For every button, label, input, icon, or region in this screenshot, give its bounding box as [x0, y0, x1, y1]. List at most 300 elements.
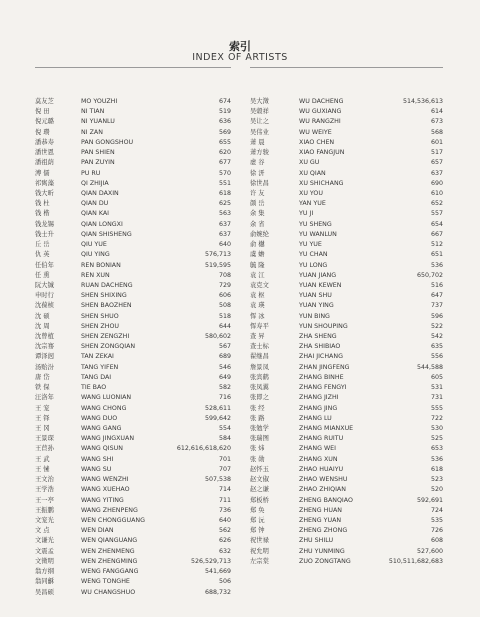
artist-name-english: SHEN ZHOU: [81, 322, 120, 330]
artist-name-english: YU CHAN: [299, 251, 328, 259]
index-entry: [35, 179, 231, 189]
page-reference: 726: [430, 527, 443, 535]
artist-name-english: QIAN LONGXI: [81, 220, 123, 228]
index-entry: [250, 209, 443, 219]
index-entry: [250, 465, 443, 475]
index-entry: [250, 444, 443, 454]
artist-name-chinese: 王 宠: [35, 404, 50, 412]
index-entry: [250, 363, 443, 373]
page-reference: 527,600: [416, 547, 443, 555]
artist-name-english: WU RANGZHI: [299, 118, 341, 126]
artist-name-chinese: 赵文俶: [250, 476, 269, 484]
artist-name-chinese: 阮大铖: [35, 281, 54, 289]
page-reference: 618: [430, 465, 443, 473]
artist-name-english: ZUO ZONGTANG: [299, 557, 351, 565]
page-reference: 608: [430, 537, 443, 545]
artist-name-english: YU WANLUN: [299, 230, 337, 238]
artist-name-chinese: 张瑞图: [250, 435, 269, 443]
index-entry: [250, 526, 443, 536]
artist-name-english: TANG DAI: [81, 373, 112, 381]
artist-name-english: YU LONG: [299, 261, 328, 269]
index-entry: [35, 189, 231, 199]
artist-name-chinese: 郑板桥: [250, 496, 269, 504]
page-reference: 556: [430, 353, 443, 361]
artist-name-english: NI ZAN: [81, 128, 103, 136]
index-entry: [35, 281, 231, 291]
artist-name-chinese: 莫友芝: [35, 98, 54, 105]
index-entry: [35, 526, 231, 536]
artist-name-chinese: 祝允明: [250, 547, 269, 555]
page-reference: 519: [218, 108, 231, 116]
artist-name-chinese: 谭泽闿: [35, 353, 54, 361]
index-entry: [250, 424, 443, 434]
artist-name-chinese: 王一亭: [35, 496, 54, 504]
page-reference: 737: [430, 302, 443, 310]
index-entry: [35, 291, 231, 301]
artist-name-english: WEN CHONGGUANG: [81, 516, 145, 524]
artist-name-chinese: 钱 杜: [35, 200, 50, 208]
page-reference: 551: [218, 179, 231, 187]
page-reference: 536: [430, 261, 443, 269]
artist-name-chinese: 王 武: [35, 455, 50, 463]
page-reference: 535: [430, 516, 443, 524]
page-reference: 530: [430, 425, 443, 432]
artist-name-english: SHEN BAOZHEN: [81, 302, 132, 310]
page-reference: 637: [218, 230, 231, 238]
index-entry: [250, 148, 443, 158]
page-reference: 637: [430, 169, 443, 177]
artist-name-english: ZHANG WEI: [299, 445, 337, 453]
page-reference: 729: [218, 281, 231, 289]
artist-name-english: XU YOU: [299, 189, 323, 197]
artist-name-english: ZHANG JING: [299, 404, 338, 412]
index-entry: [35, 475, 231, 485]
artist-name-chinese: 唐 岱: [35, 373, 50, 381]
index-entry: [250, 322, 443, 332]
artist-name-chinese: 吴昌硕: [35, 588, 54, 596]
artist-name-chinese: 文谦光: [35, 537, 54, 545]
artist-name-chinese: 萧方骏: [250, 149, 269, 157]
index-entry: [35, 424, 231, 434]
artist-name-chinese: 郑 沅: [250, 516, 265, 524]
page-reference: 690: [430, 179, 443, 187]
index-entry: [35, 567, 231, 577]
index-entry: [250, 271, 443, 281]
artist-name-chinese: 祁寯藻: [35, 179, 54, 187]
artist-name-english: REN BONIAN: [81, 261, 121, 269]
artist-name-english: WEN ZHENGMING: [81, 557, 138, 565]
artist-name-chinese: 赵之谦: [250, 486, 269, 494]
index-entry: [250, 291, 443, 301]
page-reference: 612,616,618,620: [176, 445, 231, 453]
index-entry: [250, 516, 443, 526]
artist-name-english: ZHANG BINHE: [299, 373, 344, 381]
page-reference: 567: [218, 343, 231, 351]
artist-name-chinese: 王振鹏: [35, 506, 54, 514]
index-entry: [250, 557, 443, 567]
artist-name-chinese: 吴让之: [250, 118, 269, 126]
artist-name-chinese: 王文治: [35, 476, 54, 484]
index-entry: [250, 352, 443, 362]
artist-name-english: PU RU: [81, 169, 101, 177]
page-reference: 626: [218, 537, 231, 545]
index-entry: [35, 301, 231, 311]
artist-name-chinese: 汤贻汾: [35, 363, 54, 371]
index-entry: [250, 250, 443, 260]
page-reference: 655: [218, 138, 231, 146]
page-reference: 506: [218, 578, 231, 586]
page-reference: 517: [430, 149, 443, 157]
artist-name-chinese: 祝世禄: [250, 537, 269, 545]
index-entry: [250, 485, 443, 495]
index-entry: [35, 373, 231, 383]
page-reference: 518: [218, 312, 231, 320]
index-entry: [250, 220, 443, 230]
index-entry: [250, 138, 443, 148]
page-reference: 510,511,682,683: [388, 557, 443, 565]
artist-name-chinese: 张 经: [250, 404, 265, 412]
artist-name-chinese: 袁 枢: [250, 292, 265, 300]
artist-name-chinese: 文震孟: [35, 547, 54, 555]
page-reference: 525: [430, 435, 443, 443]
artist-name-chinese: 虚 谷: [250, 159, 265, 167]
index-entry: [35, 455, 231, 465]
index-entry: [250, 373, 443, 383]
artist-name-chinese: 倪 田: [35, 108, 50, 116]
page-reference: 632: [218, 547, 231, 555]
artist-name-english: WEN DIAN: [81, 527, 114, 535]
page-reference: 677: [218, 159, 231, 167]
page-reference: 653: [430, 445, 443, 453]
index-entry: [35, 322, 231, 332]
page-reference: 650,702: [416, 271, 443, 279]
index-entry: [250, 434, 443, 444]
page-reference: 654: [430, 220, 443, 228]
artist-name-english: WU WEIYE: [299, 128, 332, 136]
index-column-right: [250, 97, 443, 567]
artist-name-english: PAN ZUYIN: [81, 159, 115, 167]
index-entry: [250, 107, 443, 117]
page-reference: 582: [218, 384, 231, 392]
artist-name-english: WENG FANGGANG: [81, 568, 139, 576]
artist-name-english: WEN QIANGUANG: [81, 537, 138, 545]
index-entry: [35, 342, 231, 352]
artist-name-english: YUN BING: [299, 312, 330, 320]
artist-name-chinese: 余 集: [250, 210, 265, 218]
index-entry: [35, 536, 231, 546]
page-reference: 674: [218, 98, 231, 105]
artist-name-english: QIAN DAXIN: [81, 189, 119, 197]
artist-name-chinese: 潘祖荫: [35, 159, 54, 167]
index-entry: [35, 588, 231, 598]
artist-name-english: YUAN JIANG: [299, 271, 337, 279]
index-entry: [35, 220, 231, 230]
artist-name-english: WANG QISUN: [81, 445, 123, 453]
index-entry: [35, 506, 231, 516]
page-reference: 584: [218, 435, 231, 443]
index-entry: [35, 496, 231, 506]
artist-name-chinese: 张 路: [250, 414, 265, 422]
page-reference: 570: [218, 169, 231, 177]
index-entry: [35, 128, 231, 138]
artist-name-english: XU GU: [299, 159, 320, 167]
artist-name-english: WANG XUEHAO: [81, 486, 130, 494]
index-entry: [35, 250, 231, 260]
artist-name-english: PAN SHIEN: [81, 149, 115, 157]
page-reference: 516: [430, 281, 443, 289]
index-entry: [35, 352, 231, 362]
index-column-left: [35, 97, 231, 598]
artist-name-english: ZHANG FENGYI: [299, 384, 347, 392]
artist-name-chinese: 袁 瑛: [250, 302, 265, 310]
artist-name-chinese: 张 勋: [250, 455, 265, 463]
page-reference: 736: [218, 506, 231, 514]
page-reference: 519,595: [204, 261, 231, 269]
artist-name-english: YUAN KEWEN: [299, 281, 342, 289]
page-reference: 724: [430, 506, 443, 514]
artist-name-chinese: 铁 保: [35, 384, 50, 392]
artist-name-english: YU SHENG: [299, 220, 332, 228]
artist-name-chinese: 翁方纲: [35, 568, 54, 576]
page-reference: 520: [430, 486, 443, 494]
artist-name-english: ZHANG XUN: [299, 455, 338, 463]
artist-name-english: YU YUE: [299, 241, 322, 249]
artist-name-english: WEN ZHENMENG: [81, 547, 135, 555]
index-entry: [35, 414, 231, 424]
artist-name-chinese: 俞 樾: [250, 241, 265, 249]
page-reference: 701: [218, 455, 231, 463]
artist-name-english: TAN ZEKAI: [81, 353, 114, 361]
artist-name-chinese: 文 点: [35, 527, 50, 535]
page-reference: 536: [430, 455, 443, 463]
index-entry: [250, 281, 443, 291]
artist-name-english: ZHAO WENSHU: [299, 476, 348, 484]
index-entry: [250, 496, 443, 506]
index-entry: [35, 117, 231, 127]
artist-name-english: REN XUN: [81, 271, 110, 279]
artist-name-chinese: 余 省: [250, 220, 265, 228]
artist-name-english: QI ZHIJIA: [81, 179, 109, 187]
artist-name-english: SHEN SHIXING: [81, 292, 127, 300]
page-reference: 569: [218, 128, 231, 136]
index-entry: [35, 148, 231, 158]
artist-name-english: XIAO CHEN: [299, 138, 335, 146]
page-reference: 606: [218, 292, 231, 300]
artist-name-chinese: 赵怀玉: [250, 465, 269, 473]
page-reference: 657: [430, 159, 443, 167]
artist-name-english: WU GUXIANG: [299, 108, 342, 116]
page-reference: 731: [430, 394, 443, 402]
artist-name-chinese: 沈宗骞: [35, 343, 54, 351]
artist-name-english: ZHA SHIBIAO: [299, 343, 341, 351]
artist-name-chinese: 萧 晨: [250, 138, 265, 146]
artist-name-chinese: 查 昇: [250, 333, 265, 341]
artist-name-chinese: 翟继昌: [250, 353, 269, 361]
page-reference: 580,602: [204, 333, 231, 341]
artist-name-english: ZHAO ZHIQIAN: [299, 486, 346, 494]
index-entry: [250, 179, 443, 189]
index-entry: [35, 383, 231, 393]
page-reference: 541,669: [204, 568, 231, 576]
page-reference: 554: [218, 425, 231, 432]
index-entry: [250, 189, 443, 199]
artist-name-chinese: 翁同龢: [35, 578, 54, 586]
artist-name-english: ZHAI JICHANG: [299, 353, 343, 361]
artist-name-chinese: 查士标: [250, 343, 269, 351]
page-reference: 522: [430, 322, 443, 330]
page-reference: 542: [430, 333, 443, 341]
artist-name-english: ZHANG MIANXUE: [299, 425, 354, 432]
artist-name-english: SHEN SHUO: [81, 312, 119, 320]
index-entry: [35, 444, 231, 454]
page-reference: 557: [430, 210, 443, 218]
artist-name-english: WANG CHONG: [81, 404, 127, 412]
artist-name-english: RUAN DACHENG: [81, 281, 133, 289]
index-entry: [250, 414, 443, 424]
artist-name-english: XIAO FANGJUN: [299, 149, 345, 157]
index-entry: [250, 404, 443, 414]
artist-name-chinese: 张即之: [250, 394, 269, 402]
artist-name-chinese: 潘恭寿: [35, 138, 54, 146]
page-reference: 644: [218, 322, 231, 330]
artist-name-chinese: 许 友: [250, 189, 265, 197]
artist-name-chinese: 钱 楷: [35, 210, 50, 218]
page-reference: 707: [218, 465, 231, 473]
index-entry: [250, 301, 443, 311]
index-entry: [35, 271, 231, 281]
artist-name-english: NI TIAN: [81, 108, 105, 116]
artist-name-english: SHEN ZONGQIAN: [81, 343, 136, 351]
index-entry: [250, 506, 443, 516]
page-reference: 614: [430, 108, 443, 116]
page-reference: 544,588: [416, 363, 443, 371]
index-entry: [35, 516, 231, 526]
artist-name-english: ZHANG RUITU: [299, 435, 344, 443]
index-entry: [35, 240, 231, 250]
index-entry: [250, 342, 443, 352]
artist-name-english: WANG ZHENPENG: [81, 506, 138, 514]
page-reference: 651: [430, 251, 443, 259]
artist-name-chinese: 钱士升: [35, 230, 54, 238]
index-entry: [250, 169, 443, 179]
page-reference: 526,529,713: [190, 557, 231, 565]
artist-name-english: TIE BAO: [81, 384, 107, 392]
artist-name-english: WU CHANGSHUO: [81, 588, 136, 596]
index-entry: [35, 393, 231, 403]
page-reference: 568: [430, 128, 443, 136]
artist-name-chinese: 郑 奂: [250, 506, 265, 514]
index-entry: [250, 547, 443, 557]
index-entry: [250, 97, 443, 107]
page-reference: 563: [218, 210, 231, 218]
artist-name-english: WANG SU: [81, 465, 112, 473]
index-entry: [250, 240, 443, 250]
artist-name-chinese: 恽寿平: [250, 322, 269, 330]
artist-name-chinese: 王 铎: [35, 414, 50, 422]
artist-name-chinese: 袁克文: [250, 281, 269, 289]
artist-name-chinese: 吴大澂: [250, 98, 269, 105]
page-reference: 576,713: [204, 251, 231, 259]
index-entry: [250, 332, 443, 342]
artist-name-chinese: 张宾鹤: [250, 373, 269, 381]
artist-name-chinese: 沈 硕: [35, 312, 50, 320]
index-entry: [250, 128, 443, 138]
page-reference: 514,536,613: [402, 98, 443, 105]
page-reference: 637: [218, 220, 231, 228]
page-reference: 596: [430, 312, 443, 320]
page-reference: 649: [218, 373, 231, 381]
artist-name-chinese: 徐世昌: [250, 179, 269, 187]
page-reference: 555: [430, 404, 443, 412]
artist-name-chinese: 张 炜: [250, 445, 265, 453]
index-entry: [35, 261, 231, 271]
artist-name-chinese: 詹景凤: [250, 363, 269, 371]
artist-name-chinese: 虞 蟾: [250, 251, 265, 259]
artist-name-chinese: 张勉学: [250, 425, 269, 432]
artist-name-chinese: 张凤翼: [250, 384, 269, 392]
artist-name-english: WANG WENZHI: [81, 476, 129, 484]
header-rule-right: [250, 67, 443, 68]
artist-name-chinese: 丘 岳: [35, 241, 50, 249]
index-entry: [35, 465, 231, 475]
artist-name-english: YUAN SHU: [299, 292, 332, 300]
index-title-english: INDEX OF ARTISTS: [192, 52, 288, 63]
artist-name-chinese: 钱龙锡: [35, 220, 54, 228]
artist-name-english: YU JI: [299, 210, 314, 218]
page-reference: 528,611: [204, 404, 231, 412]
artist-name-english: ZHU YUNMING: [299, 547, 345, 555]
index-entry: [35, 230, 231, 240]
index-entry: [35, 169, 231, 179]
artist-name-chinese: 左宗棠: [250, 557, 269, 565]
artist-name-english: QIU YING: [81, 251, 110, 259]
page-reference: 546: [218, 363, 231, 371]
artist-name-english: ZHANG LU: [299, 414, 332, 422]
page-reference: 512: [430, 241, 443, 249]
page-reference: 652: [430, 200, 443, 208]
artist-name-english: QIU YUE: [81, 241, 107, 249]
artist-name-chinese: 沈曾植: [35, 333, 54, 341]
artist-name-english: PAN GONGSHOU: [81, 138, 134, 146]
artist-name-english: MO YOUZHI: [81, 98, 118, 105]
artist-name-chinese: 俞婉纶: [250, 230, 269, 238]
artist-name-english: ZHENG BANQIAO: [299, 496, 353, 504]
index-entry: [35, 404, 231, 414]
index-entry: [35, 107, 231, 117]
page-reference: 647: [430, 292, 443, 300]
index-entry: [35, 158, 231, 168]
index-entry: [35, 138, 231, 148]
artist-name-english: ZHANG JIZHI: [299, 394, 339, 402]
page-reference: 673: [430, 118, 443, 126]
artist-name-english: WANG JINGXUAN: [81, 435, 135, 443]
artist-name-chinese: 任伯年: [35, 261, 54, 269]
artist-name-chinese: 颜 岳: [250, 200, 265, 208]
artist-name-english: WANG LUONIAN: [81, 394, 132, 402]
artist-name-english: ZHAO HUAIYU: [299, 465, 344, 473]
artist-name-chinese: 王景琛: [35, 435, 54, 443]
index-entry: [250, 475, 443, 485]
page-reference: 711: [218, 496, 231, 504]
index-entry: [35, 434, 231, 444]
artist-name-chinese: 钱大昕: [35, 189, 54, 197]
artist-name-chinese: 沈 周: [35, 322, 50, 330]
artist-name-english: YUN SHOUPING: [299, 322, 348, 330]
artist-name-english: YUAN YING: [299, 302, 334, 310]
artist-name-english: QIAN DU: [81, 200, 109, 208]
artist-name-chinese: 倪元璐: [35, 118, 54, 126]
page-reference: 636: [218, 118, 231, 126]
